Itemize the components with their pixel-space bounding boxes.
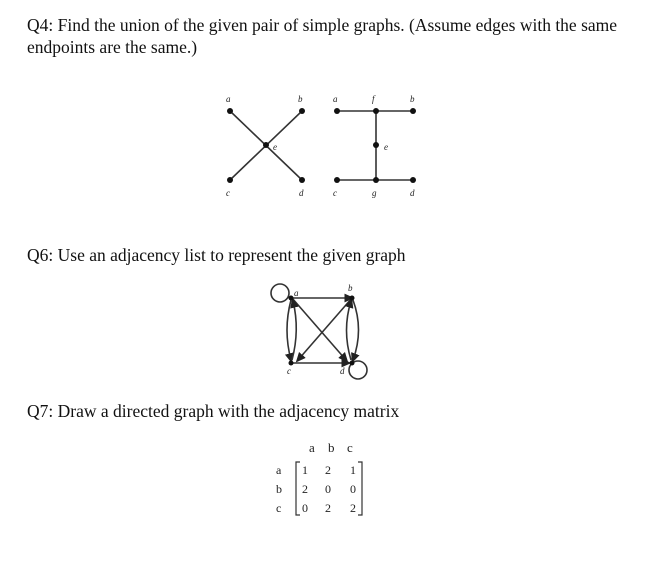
graph3-edge-a-d xyxy=(292,298,346,360)
matrix-cell-1-1: 0 xyxy=(325,482,331,496)
question-q4: Q4: Find the union of the given pair of simple graphs. (Assume edges with the same endpoints are the same.) xyxy=(27,15,618,57)
graph2-vertex-f xyxy=(373,108,379,114)
matrix-cell-2-0: 0 xyxy=(302,501,308,515)
graph3-vertex-b xyxy=(350,296,355,301)
graph2-label-f: f xyxy=(372,94,375,104)
adjacency-matrix xyxy=(276,440,362,515)
graph2-vertex-a xyxy=(334,108,340,114)
graph2-vertex-d xyxy=(410,177,416,183)
graph2-vertex-g xyxy=(373,177,379,183)
graph3-edge-d-b xyxy=(347,301,352,360)
graph1-label-a: a xyxy=(226,94,231,104)
graph3-label-c: c xyxy=(287,366,291,376)
matrix-row-header-a: a xyxy=(276,463,282,477)
graph1-vertex-a xyxy=(227,108,233,114)
graph2-label-e: e xyxy=(384,142,388,152)
graph2-vertex-c xyxy=(334,177,340,183)
matrix-cell-0-0: 1 xyxy=(302,463,308,477)
matrix-cell-2-2: 2 xyxy=(350,501,356,515)
graph3-vertex-a xyxy=(289,296,294,301)
graph3-edge-b-c xyxy=(298,298,352,360)
graph3-vertex-c xyxy=(289,361,294,366)
matrix-row-header-c: c xyxy=(276,501,282,515)
graph2-vertex-e xyxy=(373,142,379,148)
graph1-vertex-e xyxy=(263,142,269,148)
graph1-vertex-d xyxy=(299,177,305,183)
matrix-cell-1-0: 2 xyxy=(302,482,308,496)
graph3-label-d: d xyxy=(340,366,345,376)
matrix-left-bracket xyxy=(296,462,300,515)
matrix-row-header-b: b xyxy=(276,482,282,496)
graph2-label-c: c xyxy=(333,188,337,198)
graph3-edge-b-d xyxy=(353,300,359,360)
matrix-col-header-b: b xyxy=(328,440,335,455)
matrix-col-header-a: a xyxy=(309,440,315,455)
matrix-col-header-c: c xyxy=(347,440,353,455)
graph3-label-a: a xyxy=(294,288,299,298)
matrix-cell-2-1: 2 xyxy=(325,501,331,515)
question-q6: Q6: Use an adjacency list to represent the given graph xyxy=(27,245,406,265)
matrix-cell-1-2: 0 xyxy=(350,482,356,496)
graph1-label-d: d xyxy=(299,188,304,198)
graph1-vertex-b xyxy=(299,108,305,114)
graph3 xyxy=(271,283,367,379)
graph2-label-g: g xyxy=(372,188,377,198)
graph1-label-b: b xyxy=(298,94,303,104)
question-q7: Q7: Draw a directed graph with the adjacency matrix xyxy=(27,401,400,421)
graph2 xyxy=(333,94,416,198)
graph2-label-b: b xyxy=(410,94,415,104)
graph3-vertex-d xyxy=(350,361,355,366)
graph3-edge-c-a xyxy=(292,301,296,360)
graph3-edge-a-c xyxy=(287,300,291,360)
graph2-label-d: d xyxy=(410,188,415,198)
graph3-label-b: b xyxy=(348,283,353,293)
graph1-label-e: e xyxy=(273,142,277,152)
matrix-right-bracket xyxy=(358,462,362,515)
matrix-cell-0-1: 2 xyxy=(325,463,331,477)
matrix-cell-0-2: 1 xyxy=(350,463,356,477)
graph1 xyxy=(226,94,305,198)
graph1-label-c: c xyxy=(226,188,230,198)
graph3-loop-a xyxy=(271,284,289,302)
graph2-label-a: a xyxy=(333,94,338,104)
graph1-vertex-c xyxy=(227,177,233,183)
graph2-vertex-b xyxy=(410,108,416,114)
